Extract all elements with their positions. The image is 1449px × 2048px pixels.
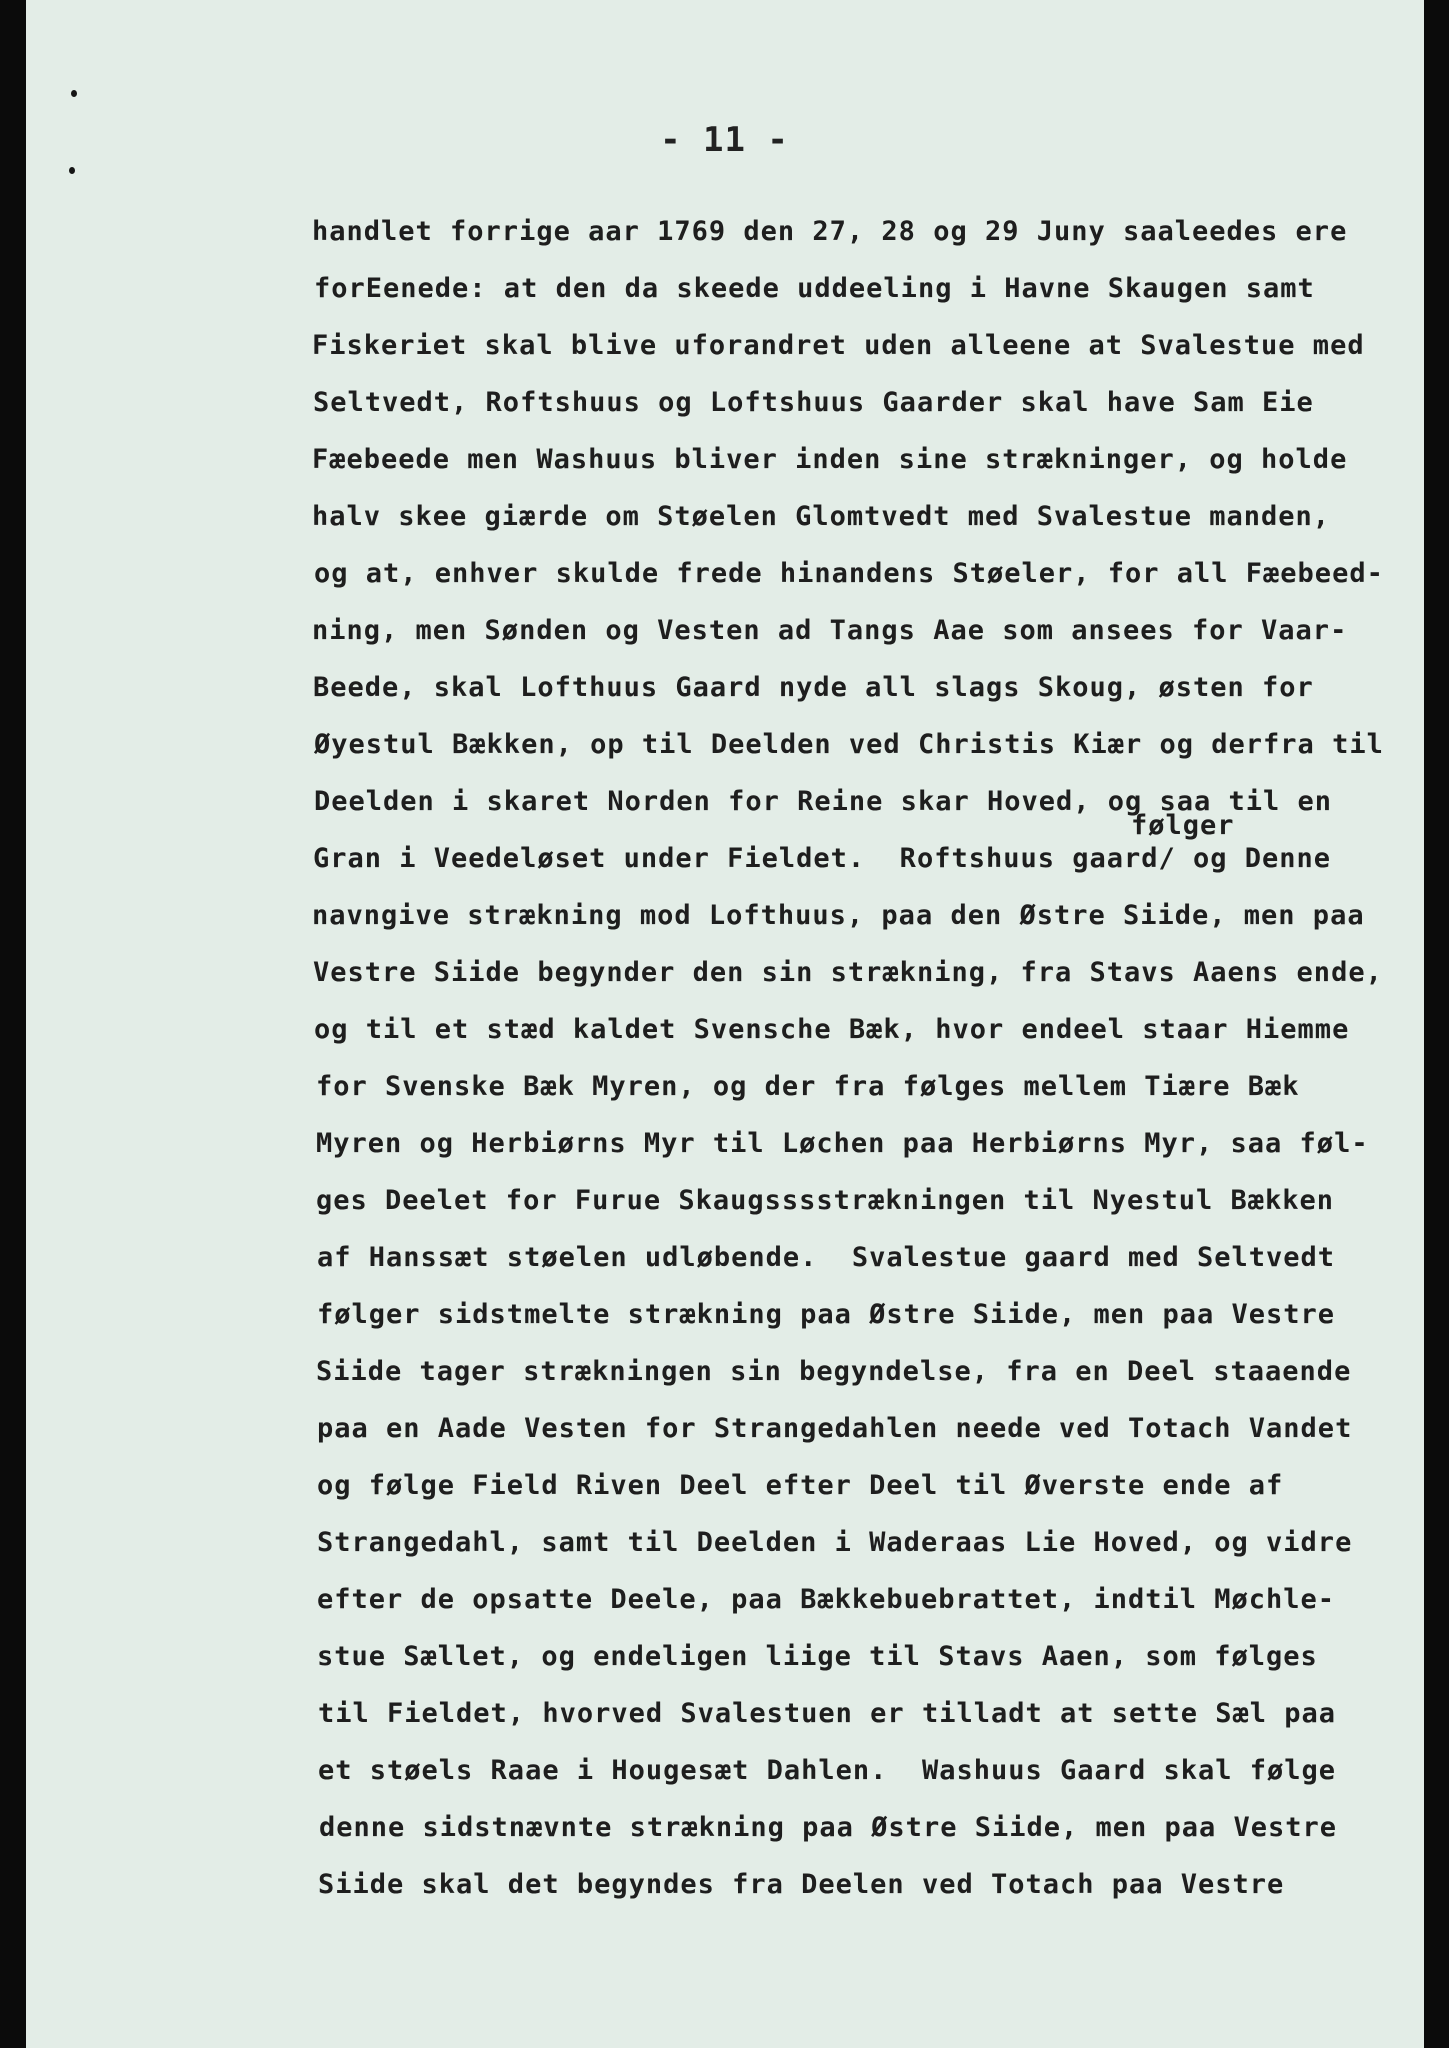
text-line: Seltvedt, Roftshuus og Loftshuus Gaarder skal have Sam Eie: [313, 387, 1314, 418]
punch-hole-bottom: [69, 167, 75, 174]
typewritten-body: [312, 203, 1410, 1913]
text-line: Gran i Veedeløset under Fieldet. Roftshuus gaard/ og Denne: [313, 843, 1332, 874]
text-line: til Fieldet, hvorved Svalestuen er tilladt at sette Sæl paa: [318, 1698, 1337, 1729]
text-line: af Hanssæt støelen udløbende. Svalestue gaard med Seltvedt: [317, 1242, 1336, 1273]
text-line: halv skee giærde om Støelen Glomtvedt med Svalestue manden,: [312, 501, 1331, 532]
text-line: forEenede: at den da skeede uddeeling i Havne Skaugen samt: [314, 273, 1315, 304]
text-line: handlet forrige aar 1769 den 27, 28 og 29 Juny saaleedes ere: [312, 216, 1348, 247]
text-line: et støels Raae i Hougesæt Dahlen. Washuus Gaard skal følge: [318, 1755, 1337, 1786]
text-line: efter de opsatte Deele, paa Bækkebuebrattet, indtil Møchle-: [317, 1584, 1336, 1615]
text-line: for Svenske Bæk Myren, og der fra følges mellem Tiære Bæk: [316, 1071, 1300, 1102]
text-line: ning, men Sønden og Vesten ad Tangs Aae som ansees for Vaar-: [312, 615, 1348, 646]
text-line: og til et stæd kaldet Svensche Bæk, hvor endeel staar Hiemme: [314, 1014, 1350, 1045]
text-line: denne sidstnævnte strækning paa Østre Siide, men paa Vestre: [319, 1812, 1338, 1843]
text-line: Siide tager strækningen sin begyndelse, fra en Deel staaende: [316, 1356, 1352, 1387]
punch-hole-top: [71, 90, 77, 97]
text-line: Beede, skal Lofthuus Gaard nyde all slags Skoug, østen for: [313, 672, 1314, 703]
text-line: Fiskeriet skal blive uforandret uden alleene at Svalestue med: [312, 330, 1365, 361]
text-line: Vestre Siide begynder den sin strækning, fra Stavs Aaens ende,: [313, 957, 1383, 988]
text-line: og følge Field Riven Deel efter Deel til Øverste ende af: [317, 1470, 1284, 1501]
text-line: navngive strækning mod Lofthuus, paa den Østre Siide, men paa: [312, 900, 1365, 931]
handwritten-insertion: følger: [1131, 810, 1235, 841]
text-line: stue Sællet, og endeligen liige til Stavs Aaen, som følges: [317, 1641, 1318, 1672]
text-line: Strangedahl, samt til Deelden i Waderaas Lie Hoved, og vidre: [317, 1527, 1353, 1558]
text-line: Siide skal det begyndes fra Deelen ved Totach paa Vestre: [318, 1869, 1285, 1900]
text-line: paa en Aade Vesten for Strangedahlen neede ved Totach Vandet: [317, 1413, 1353, 1444]
text-line: ges Deelet for Furue Skaugsssstrækningen til Nyestul Bækken: [316, 1185, 1335, 1216]
text-line: Deelden i skaret Norden for Reine skar Hoved, og saa til en: [314, 786, 1333, 817]
page-number: - 11 -: [660, 120, 789, 160]
text-line: følger sidstmelte strækning paa Østre Siide, men paa Vestre: [317, 1299, 1336, 1330]
text-line: Øyestul Bækken, op til Deelden ved Christis Kiær og derfra til: [314, 729, 1384, 760]
text-line: Fæebeede men Washuus bliver inden sine strækninger, og holde: [312, 444, 1348, 475]
text-line: og at, enhver skulde frede hinandens Støeler, for all Fæebeed-: [314, 558, 1384, 589]
text-line: Myren og Herbiørns Myr til Løchen paa Herbiørns Myr, saa føl-: [316, 1128, 1369, 1159]
